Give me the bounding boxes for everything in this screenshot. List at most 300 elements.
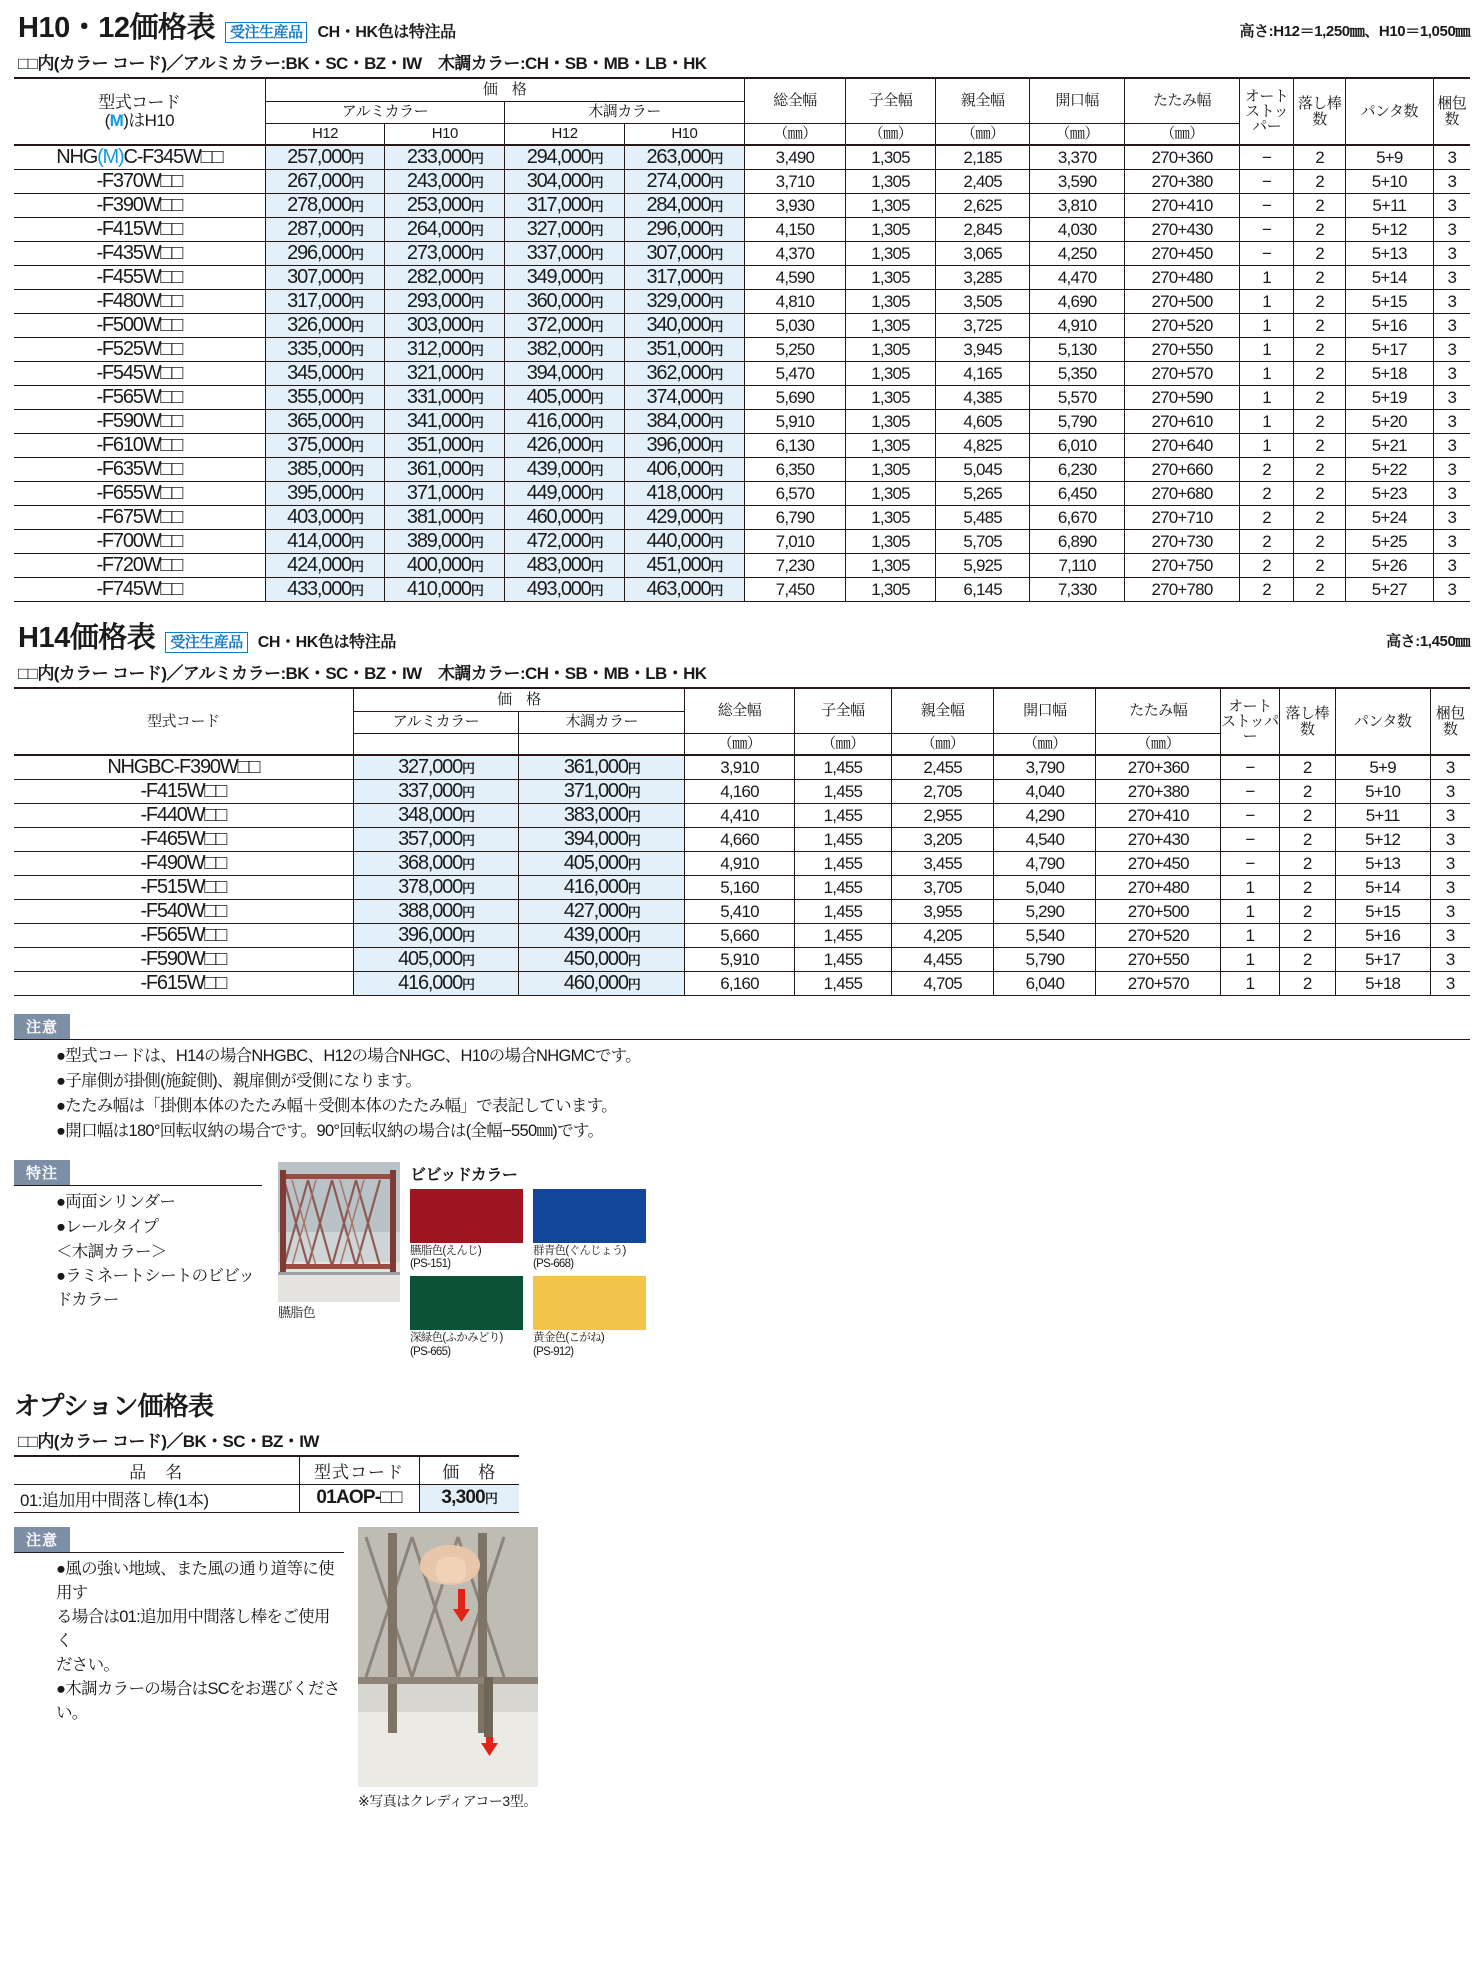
- drop-bar-count: 2: [1279, 972, 1335, 996]
- model-code: -F440W□□: [14, 804, 353, 828]
- header-wood-h10: H10: [624, 123, 744, 145]
- price-alumi-h10: 312,000円: [385, 338, 505, 362]
- parent-width: 2,455: [892, 755, 994, 780]
- panta-count: 5+13: [1335, 852, 1430, 876]
- option-color-code: □□内(カラー コード)／BK・SC・BZ・IW: [14, 1427, 519, 1457]
- model-code: NHG(M)C-F345W□□: [14, 145, 265, 170]
- price-wood: 427,000円: [519, 900, 685, 924]
- list-item: ●開口幅は180°回転収納の場合です。90°回転収納の場合は(全幅−550㎜)です。: [56, 1121, 604, 1140]
- auto-stopper: −: [1221, 828, 1280, 852]
- fold-width: 270+450: [1124, 242, 1239, 266]
- spacer: [519, 733, 685, 755]
- price-alumi-h12: 335,000円: [265, 338, 385, 362]
- price-alumi: 337,000円: [353, 780, 519, 804]
- table-row: [14, 948, 1470, 972]
- auto-stopper: −: [1240, 194, 1294, 218]
- child-width: 1,305: [846, 458, 936, 482]
- auto-stopper: 1: [1221, 924, 1280, 948]
- price-alumi-h12: 365,000円: [265, 410, 385, 434]
- child-width: 1,305: [846, 578, 936, 602]
- child-width: 1,455: [794, 804, 891, 828]
- fold-width: 270+750: [1124, 554, 1239, 578]
- parent-width: 2,185: [935, 145, 1029, 170]
- header-open-width-h14: 開口幅: [994, 689, 1096, 733]
- list-item: ●ラミネートシートのビビッドカラー: [56, 1267, 255, 1310]
- open-width: 4,690: [1030, 290, 1124, 314]
- model-code: -F565W□□: [14, 386, 265, 410]
- header-unit-mm: （㎜）: [1030, 123, 1124, 145]
- panta-count: 5+17: [1335, 948, 1430, 972]
- pack-count: 3: [1433, 554, 1470, 578]
- panta-count: 5+14: [1346, 266, 1434, 290]
- price-wood-h10: 340,000円: [624, 314, 744, 338]
- auto-stopper: 1: [1240, 266, 1294, 290]
- open-width: 6,010: [1030, 434, 1124, 458]
- pack-count: 3: [1433, 194, 1470, 218]
- parent-width: 2,705: [892, 780, 994, 804]
- model-code: -F415W□□: [14, 780, 353, 804]
- open-width: 4,790: [994, 852, 1096, 876]
- tokuchu-text-col: [14, 1160, 262, 1315]
- header-child-width: 子全幅: [846, 79, 936, 123]
- section-height-note-2: 高さ:1,450㎜: [1386, 633, 1470, 650]
- price-wood-h10: 307,000円: [624, 242, 744, 266]
- panta-count: 5+13: [1346, 242, 1434, 266]
- notice-tag: 注意: [14, 1014, 70, 1039]
- option-title: オプション価格表: [14, 1390, 214, 1421]
- fold-width: 270+380: [1096, 780, 1221, 804]
- open-width: 6,040: [994, 972, 1096, 996]
- open-width: 5,350: [1030, 362, 1124, 386]
- table-row: [14, 458, 1470, 482]
- table-row: [14, 170, 1470, 194]
- child-width: 1,455: [794, 900, 891, 924]
- price-wood-h10: 429,000円: [624, 506, 744, 530]
- drop-bar-count: 2: [1294, 338, 1346, 362]
- table-row: [14, 218, 1470, 242]
- parent-width: 5,265: [935, 482, 1029, 506]
- list-item: ●レールタイプ: [56, 1217, 159, 1236]
- auto-stopper: −: [1221, 755, 1280, 780]
- pack-count: 3: [1433, 266, 1470, 290]
- photo-caption: 臙脂色: [278, 1304, 315, 1320]
- swatch-grid-wrap: [410, 1162, 646, 1360]
- list-item: ●両面シリンダー: [56, 1192, 176, 1211]
- open-width: 6,450: [1030, 482, 1124, 506]
- color-swatch: [410, 1276, 523, 1360]
- model-code: -F610W□□: [14, 434, 265, 458]
- auto-stopper: 2: [1240, 458, 1294, 482]
- price-wood-h10: 440,000円: [624, 530, 744, 554]
- color-code-legend-2: □□内(カラー コード)／アルミカラー:BK・SC・BZ・IW 木調カラー:CH・SB・MB・LB・HK: [14, 659, 1470, 689]
- drop-bar-count: 2: [1294, 145, 1346, 170]
- table-row: [14, 554, 1470, 578]
- pack-count: 3: [1433, 314, 1470, 338]
- price-wood: 439,000円: [519, 924, 685, 948]
- price-wood-h12: 304,000円: [505, 170, 625, 194]
- price-alumi-h10: 410,000円: [385, 578, 505, 602]
- fold-width: 270+500: [1124, 290, 1239, 314]
- parent-width: 3,205: [892, 828, 994, 852]
- table-row: [14, 972, 1470, 996]
- auto-stopper: 1: [1240, 314, 1294, 338]
- child-width: 1,305: [846, 338, 936, 362]
- pack-count: 3: [1433, 458, 1470, 482]
- open-width: 5,040: [994, 876, 1096, 900]
- price-alumi-h12: 307,000円: [265, 266, 385, 290]
- header-open-width: 開口幅: [1030, 79, 1124, 123]
- option-block: [14, 1386, 1470, 1513]
- parent-width: 3,945: [935, 338, 1029, 362]
- auto-stopper: 1: [1221, 948, 1280, 972]
- child-width: 1,305: [846, 386, 936, 410]
- pack-count: 3: [1430, 804, 1470, 828]
- color-swatch-label: 深緑色(ふかみどり) (PS-665): [410, 1332, 503, 1359]
- section-note-2: CH・HK色は特注品: [257, 634, 396, 651]
- total-width: 4,410: [685, 804, 795, 828]
- fold-width: 270+550: [1096, 948, 1221, 972]
- table-row: [14, 434, 1470, 458]
- open-width: 6,230: [1030, 458, 1124, 482]
- divider: [14, 1185, 262, 1186]
- auto-stopper: 1: [1221, 900, 1280, 924]
- price-wood-h12: 394,000円: [505, 362, 625, 386]
- price-alumi-h10: 282,000円: [385, 266, 505, 290]
- panta-count: 5+12: [1346, 218, 1434, 242]
- child-width: 1,455: [794, 948, 891, 972]
- model-code: -F545W□□: [14, 362, 265, 386]
- auto-stopper: 1: [1240, 386, 1294, 410]
- child-width: 1,455: [794, 972, 891, 996]
- price-alumi-h12: 296,000円: [265, 242, 385, 266]
- header-alumi-h10: H10: [385, 123, 505, 145]
- model-code: -F615W□□: [14, 972, 353, 996]
- drop-bar-count: 2: [1279, 852, 1335, 876]
- price-alumi-h12: 424,000円: [265, 554, 385, 578]
- child-width: 1,305: [846, 170, 936, 194]
- total-width: 4,910: [685, 852, 795, 876]
- panta-count: 5+19: [1346, 386, 1434, 410]
- pack-count: 3: [1433, 482, 1470, 506]
- model-code: -F565W□□: [14, 924, 353, 948]
- list-item: ●風の強い地域、また風の通り道等に使用す る場合は01:追加用中間落し棒をご使用く ださい。: [56, 1559, 334, 1674]
- notice2-photo-col: [358, 1527, 538, 1811]
- panta-count: 5+9: [1335, 755, 1430, 780]
- parent-width: 5,925: [935, 554, 1029, 578]
- header-unit-mm: （㎜）: [744, 123, 845, 145]
- price-wood-h12: 416,000円: [505, 410, 625, 434]
- section-h14-title: H14価格表: [18, 622, 156, 654]
- price-wood-h12: 294,000円: [505, 145, 625, 170]
- header-fold-width-h14: たたみ幅: [1096, 689, 1221, 733]
- divider: [14, 1039, 1470, 1040]
- header-unit-mm: （㎜）: [685, 733, 795, 755]
- price-wood-h10: 374,000円: [624, 386, 744, 410]
- price-alumi-h10: 331,000円: [385, 386, 505, 410]
- price-wood: 405,000円: [519, 852, 685, 876]
- parent-width: 3,065: [935, 242, 1029, 266]
- open-width: 4,030: [1030, 218, 1124, 242]
- open-width: 7,110: [1030, 554, 1124, 578]
- price-wood-h10: 284,000円: [624, 194, 744, 218]
- pack-count: 3: [1430, 924, 1470, 948]
- pack-count: 3: [1433, 338, 1470, 362]
- fold-width: 270+680: [1124, 482, 1239, 506]
- auto-stopper: 1: [1240, 410, 1294, 434]
- table-row: [14, 506, 1470, 530]
- price-alumi-h12: 433,000円: [265, 578, 385, 602]
- notice-list-2: [16, 1558, 344, 1726]
- notice-block-2: [14, 1527, 1470, 1811]
- price-alumi-h10: 361,000円: [385, 458, 505, 482]
- divider: [14, 1552, 344, 1553]
- option-photo: [358, 1527, 538, 1787]
- table-row: [14, 924, 1470, 948]
- badge-made-to-order: 受注生産品: [225, 22, 308, 43]
- fold-width: 270+430: [1096, 828, 1221, 852]
- option-header-code: 型式コード: [299, 1457, 419, 1485]
- parent-width: 3,725: [935, 314, 1029, 338]
- option-photo-svg: [358, 1527, 538, 1787]
- panta-count: 5+18: [1335, 972, 1430, 996]
- pack-count: 3: [1430, 755, 1470, 780]
- parent-width: 3,955: [892, 900, 994, 924]
- table-row: [14, 900, 1470, 924]
- table-row: [14, 828, 1470, 852]
- price-alumi-h10: 389,000円: [385, 530, 505, 554]
- open-width: 3,590: [1030, 170, 1124, 194]
- open-width: 4,540: [994, 828, 1096, 852]
- child-width: 1,305: [846, 145, 936, 170]
- child-width: 1,305: [846, 218, 936, 242]
- auto-stopper: 2: [1240, 530, 1294, 554]
- fold-width: 270+780: [1124, 578, 1239, 602]
- pack-count: 3: [1430, 876, 1470, 900]
- price-wood-h10: 296,000円: [624, 218, 744, 242]
- child-width: 1,305: [846, 530, 936, 554]
- fold-width: 270+710: [1124, 506, 1239, 530]
- fold-width: 270+520: [1096, 924, 1221, 948]
- fold-width: 270+570: [1124, 362, 1239, 386]
- header-code-h14: 型式コード: [14, 689, 353, 755]
- price-alumi: 357,000円: [353, 828, 519, 852]
- total-width: 4,660: [685, 828, 795, 852]
- drop-bar-count: 2: [1294, 386, 1346, 410]
- option-price: 3,300円: [419, 1484, 519, 1512]
- total-width: 6,790: [744, 506, 845, 530]
- list-item: ●木調カラーの場合はSCをお選びください。: [56, 1680, 340, 1723]
- price-alumi-h10: 321,000円: [385, 362, 505, 386]
- price-alumi-h12: 257,000円: [265, 145, 385, 170]
- open-width: 3,790: [994, 755, 1096, 780]
- header-price-group: 価 格: [265, 79, 744, 101]
- open-width: 3,810: [1030, 194, 1124, 218]
- price-wood: 394,000円: [519, 828, 685, 852]
- price-wood: 416,000円: [519, 876, 685, 900]
- model-code: -F525W□□: [14, 338, 265, 362]
- price-wood-h12: 493,000円: [505, 578, 625, 602]
- price-wood-h10: 406,000円: [624, 458, 744, 482]
- notice-list-1: [16, 1045, 1470, 1144]
- pack-count: 3: [1430, 852, 1470, 876]
- total-width: 5,160: [685, 876, 795, 900]
- model-code: -F465W□□: [14, 828, 353, 852]
- drop-bar-count: 2: [1294, 410, 1346, 434]
- model-code: -F700W□□: [14, 530, 265, 554]
- parent-width: 5,045: [935, 458, 1029, 482]
- child-width: 1,305: [846, 410, 936, 434]
- header-drop-bar-h14: 落し棒 数: [1279, 689, 1335, 755]
- drop-bar-count: 2: [1279, 828, 1335, 852]
- auto-stopper: 2: [1240, 578, 1294, 602]
- price-wood-h12: 317,000円: [505, 194, 625, 218]
- tokuchu-list: [16, 1191, 262, 1314]
- panta-count: 5+24: [1346, 506, 1434, 530]
- price-wood-h10: 384,000円: [624, 410, 744, 434]
- panta-count: 5+18: [1346, 362, 1434, 386]
- child-width: 1,305: [846, 506, 936, 530]
- total-width: 7,010: [744, 530, 845, 554]
- price-alumi-h10: 371,000円: [385, 482, 505, 506]
- swatch-grid: [410, 1189, 646, 1360]
- price-wood-h12: 426,000円: [505, 434, 625, 458]
- open-width: 4,250: [1030, 242, 1124, 266]
- auto-stopper: 2: [1240, 506, 1294, 530]
- header-parent-width: 親全幅: [935, 79, 1029, 123]
- open-width: 5,790: [994, 948, 1096, 972]
- header-unit-mm: （㎜）: [935, 123, 1029, 145]
- child-width: 1,305: [846, 482, 936, 506]
- pack-count: 3: [1430, 828, 1470, 852]
- panta-count: 5+11: [1346, 194, 1434, 218]
- drop-bar-count: 2: [1279, 780, 1335, 804]
- parent-width: 3,285: [935, 266, 1029, 290]
- price-alumi-h12: 345,000円: [265, 362, 385, 386]
- parent-width: 4,385: [935, 386, 1029, 410]
- drop-bar-count: 2: [1294, 242, 1346, 266]
- pack-count: 3: [1433, 434, 1470, 458]
- panta-count: 5+26: [1346, 554, 1434, 578]
- panta-count: 5+16: [1346, 314, 1434, 338]
- price-alumi-h10: 381,000円: [385, 506, 505, 530]
- parent-width: 4,825: [935, 434, 1029, 458]
- price-alumi: 327,000円: [353, 755, 519, 780]
- product-photo-enji: [278, 1162, 400, 1302]
- price-alumi-h10: 341,000円: [385, 410, 505, 434]
- price-alumi-h10: 253,000円: [385, 194, 505, 218]
- badge-made-to-order-2: 受注生産品: [165, 632, 248, 653]
- model-code: -F370W□□: [14, 170, 265, 194]
- total-width: 4,160: [685, 780, 795, 804]
- drop-bar-count: 2: [1294, 314, 1346, 338]
- panta-count: 5+27: [1346, 578, 1434, 602]
- section-height-note: 高さ:H12＝1,250㎜、H10＝1,050㎜: [1239, 23, 1470, 40]
- open-width: 5,540: [994, 924, 1096, 948]
- pack-count: 3: [1433, 145, 1470, 170]
- vivid-title: ビビッドカラー: [410, 1166, 518, 1184]
- table-row: [14, 852, 1470, 876]
- price-wood-h12: 449,000円: [505, 482, 625, 506]
- parent-width: 4,205: [892, 924, 994, 948]
- parent-width: 4,455: [892, 948, 994, 972]
- parent-width: 2,625: [935, 194, 1029, 218]
- fold-width: 270+410: [1096, 804, 1221, 828]
- child-width: 1,455: [794, 852, 891, 876]
- section-h1012-header: [18, 14, 1470, 43]
- color-swatch: [533, 1189, 646, 1273]
- price-wood-h10: 263,000円: [624, 145, 744, 170]
- parent-width: 6,145: [935, 578, 1029, 602]
- pack-count: 3: [1430, 948, 1470, 972]
- fold-width: 270+450: [1096, 852, 1221, 876]
- header-total-width-h14: 総全幅: [685, 689, 795, 733]
- model-code: -F390W□□: [14, 194, 265, 218]
- price-alumi: 378,000円: [353, 876, 519, 900]
- panta-count: 5+20: [1346, 410, 1434, 434]
- price-wood-h10: 418,000円: [624, 482, 744, 506]
- total-width: 4,590: [744, 266, 845, 290]
- option-photo-caption: ※写真はクレディアコー3型。: [358, 1792, 537, 1809]
- model-code: -F540W□□: [14, 900, 353, 924]
- parent-width: 5,705: [935, 530, 1029, 554]
- color-swatch: [410, 1189, 523, 1273]
- drop-bar-count: 2: [1279, 924, 1335, 948]
- open-width: 5,570: [1030, 386, 1124, 410]
- parent-width: 3,505: [935, 290, 1029, 314]
- total-width: 5,910: [744, 410, 845, 434]
- header-wood-color-h14: 木調カラー: [519, 711, 685, 733]
- table-row: [14, 578, 1470, 602]
- panta-count: 5+11: [1335, 804, 1430, 828]
- open-width: 4,290: [994, 804, 1096, 828]
- price-alumi-h10: 243,000円: [385, 170, 505, 194]
- child-width: 1,305: [846, 266, 936, 290]
- drop-bar-count: 2: [1294, 218, 1346, 242]
- option-name: 01:追加用中間落し棒(1本): [14, 1484, 299, 1512]
- open-width: 5,130: [1030, 338, 1124, 362]
- price-alumi-h12: 395,000円: [265, 482, 385, 506]
- table-row: [14, 338, 1470, 362]
- parent-width: 5,485: [935, 506, 1029, 530]
- drop-bar-count: 2: [1294, 578, 1346, 602]
- total-width: 5,410: [685, 900, 795, 924]
- header-unit-mm: （㎜）: [846, 123, 936, 145]
- price-wood-h10: 317,000円: [624, 266, 744, 290]
- pack-count: 3: [1430, 972, 1470, 996]
- auto-stopper: −: [1221, 804, 1280, 828]
- fold-width: 270+500: [1096, 900, 1221, 924]
- color-swatch-chip: [533, 1276, 646, 1330]
- header-panta-h14: パンタ数: [1335, 689, 1430, 755]
- option-price-table: [14, 1457, 519, 1513]
- option-header-name: 品 名: [14, 1457, 299, 1485]
- header-auto-stopper-h14: オート ストッパー: [1221, 689, 1280, 755]
- total-width: 4,370: [744, 242, 845, 266]
- total-width: 4,810: [744, 290, 845, 314]
- header-child-width-h14: 子全幅: [794, 689, 891, 733]
- panta-count: 5+14: [1335, 876, 1430, 900]
- open-width: 6,890: [1030, 530, 1124, 554]
- header-total-width: 総全幅: [744, 79, 845, 123]
- model-code: -F435W□□: [14, 242, 265, 266]
- parent-width: 3,705: [892, 876, 994, 900]
- model-code: -F675W□□: [14, 506, 265, 530]
- drop-bar-count: 2: [1294, 266, 1346, 290]
- parent-width: 4,705: [892, 972, 994, 996]
- panta-count: 5+15: [1346, 290, 1434, 314]
- price-alumi-h12: 326,000円: [265, 314, 385, 338]
- table-row: [14, 804, 1470, 828]
